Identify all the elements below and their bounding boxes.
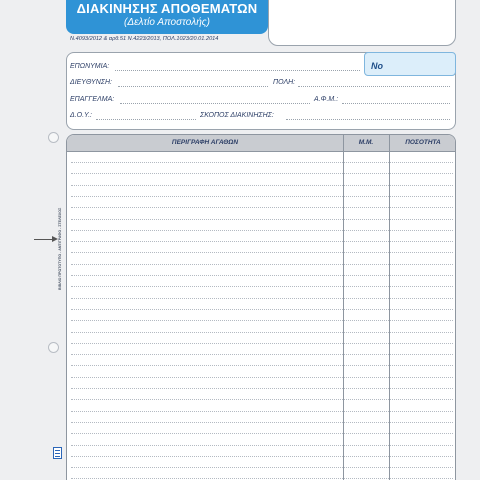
table-row[interactable] (71, 219, 453, 220)
column-header-unit: Μ.Μ. (358, 139, 374, 146)
table-row[interactable] (71, 422, 453, 423)
table-row[interactable] (71, 252, 453, 253)
field-line-skopos[interactable] (286, 119, 450, 120)
field-label-eponymia: ΕΠΩΝΥΜΙΑ: (70, 63, 110, 70)
table-row[interactable] (71, 241, 453, 242)
field-line-afm[interactable] (342, 103, 450, 104)
document-number-label: Νο (371, 61, 383, 71)
table-row[interactable] (71, 207, 453, 208)
goods-table (66, 134, 456, 480)
binder-hole (48, 132, 59, 143)
field-line-dieuthynsi[interactable] (118, 86, 268, 87)
table-row[interactable] (71, 173, 453, 174)
table-row[interactable] (71, 433, 453, 434)
legal-reference: Ν.4093/2012 & αρθ.51 Ν.4223/2013, ΠΟΛ.1023/20.01.2014 (70, 36, 219, 42)
table-row[interactable] (71, 478, 453, 479)
table-row[interactable] (71, 467, 453, 468)
field-label-afm: Α.Φ.Μ.: (314, 96, 339, 103)
column-divider (343, 135, 344, 480)
table-row[interactable] (71, 399, 453, 400)
field-label-epaggelma: ΕΠΑΓΓΕΛΜΑ: (70, 96, 115, 103)
table-row[interactable] (71, 445, 453, 446)
field-line-poli[interactable] (298, 86, 450, 87)
issuer-box (268, 0, 456, 46)
table-row[interactable] (71, 388, 453, 389)
table-header (67, 135, 455, 152)
table-row[interactable] (71, 275, 453, 276)
table-row[interactable] (71, 196, 453, 197)
column-header-description: ΠΕΡΙΓΡΑΦΗ ΑΓΑΘΩΝ (171, 139, 239, 146)
table-row[interactable] (71, 411, 453, 412)
document-subtitle: (Δελτίο Αποστολής) (124, 17, 210, 28)
table-row[interactable] (71, 298, 453, 299)
table-row[interactable] (71, 309, 453, 310)
field-label-dieuthynsi: ΔΙΕΥΘΥΝΣΗ: (70, 79, 112, 86)
document-number-field[interactable] (364, 52, 456, 76)
table-row[interactable] (71, 320, 453, 321)
table-row[interactable] (71, 185, 453, 186)
title-banner (66, 0, 268, 34)
table-row[interactable] (71, 456, 453, 457)
field-line-eponymia[interactable] (115, 70, 360, 71)
binder-hole (48, 342, 59, 353)
table-row[interactable] (71, 264, 453, 265)
column-divider (389, 135, 390, 480)
table-row[interactable] (71, 162, 453, 163)
publisher-logo-icon (53, 447, 62, 459)
document-title: ΔΙΑΚΙΝΗΣΗΣ ΑΠΟΘΕΜΑΤΩΝ (76, 1, 258, 16)
table-row[interactable] (71, 377, 453, 378)
field-label-skopos: ΣΚΟΠΟΣ ΔΙΑΚΙΝΗΣΗΣ: (200, 112, 274, 119)
field-line-epaggelma[interactable] (120, 103, 310, 104)
column-header-quantity: ΠΟΣΟΤΗΤΑ (405, 139, 441, 146)
table-row[interactable] (71, 332, 453, 333)
field-label-doy: Δ.Ο.Υ.: (70, 112, 92, 119)
table-row[interactable] (71, 365, 453, 366)
table-row[interactable] (71, 354, 453, 355)
field-label-poli: ΠΟΛΗ: (273, 79, 296, 86)
table-row[interactable] (71, 343, 453, 344)
arrow-icon (34, 239, 54, 240)
table-row[interactable] (71, 286, 453, 287)
copy-type-label: ΒΙΒΛΙΟ ΠΡΩΤΟΤΥΠΟ - ΑΝΤΙΓΡΑΦΟ - ΣΤΕΛΕΧΟΣ (58, 207, 62, 290)
table-row[interactable] (71, 230, 453, 231)
field-line-doy[interactable] (96, 119, 196, 120)
